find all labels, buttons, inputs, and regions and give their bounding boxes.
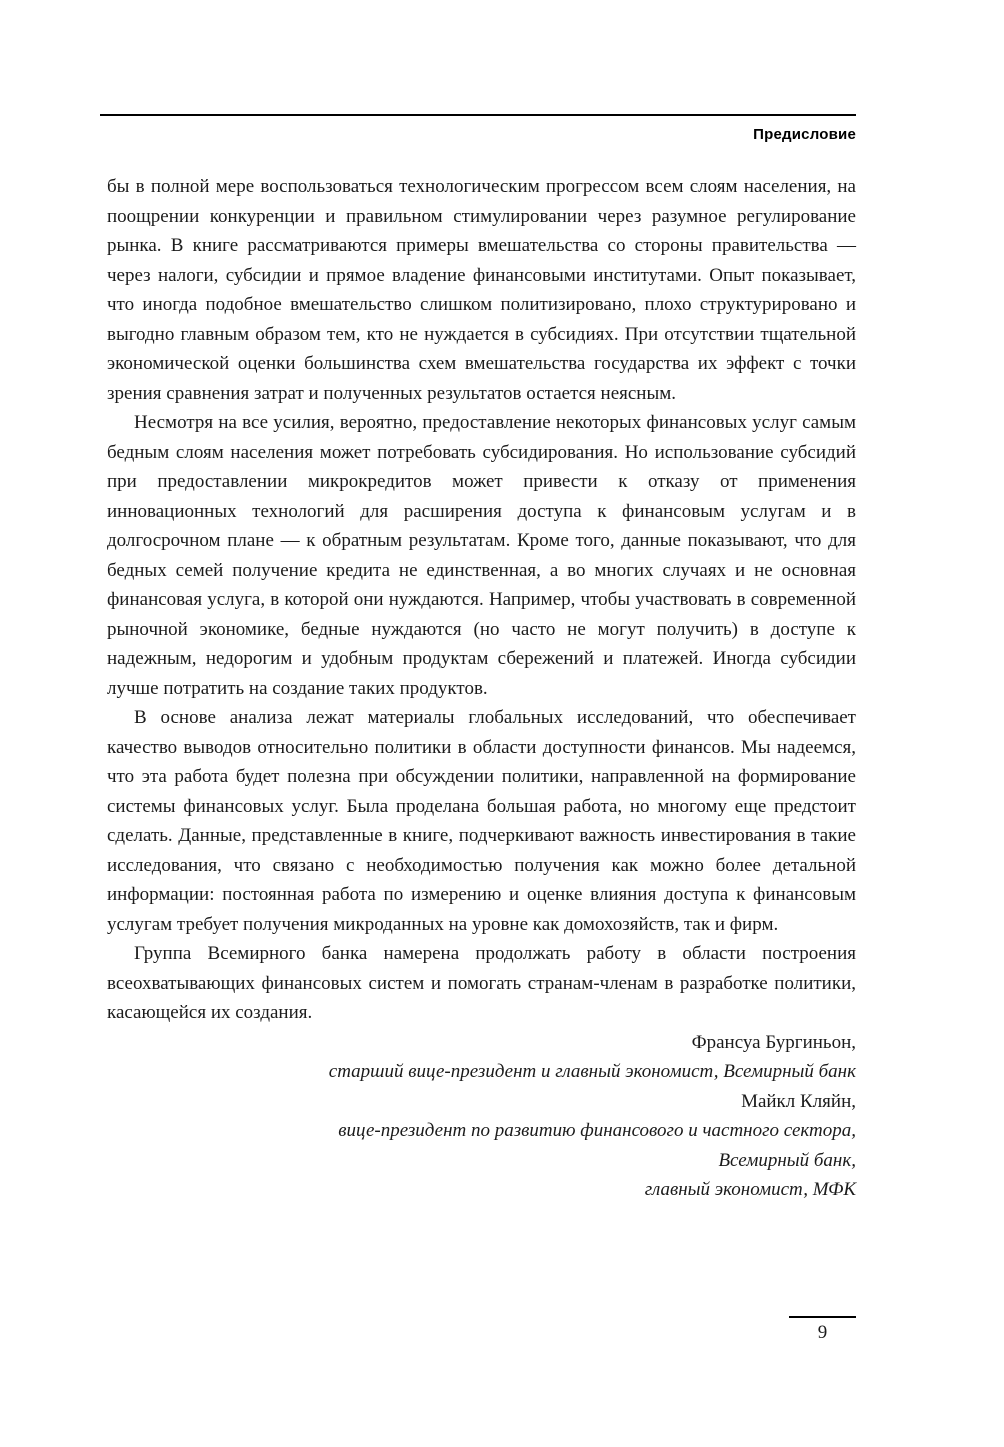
signature-name: Франсуа Бургиньон, xyxy=(691,1031,856,1053)
signature-name: Майкл Кляйн, xyxy=(741,1090,856,1112)
header-rule xyxy=(100,114,856,116)
signature-title: Всемирный банк, xyxy=(718,1149,856,1171)
signature-title: главный экономист, МФК xyxy=(644,1179,856,1200)
page-body xyxy=(107,172,856,1205)
footer-rule xyxy=(789,1316,856,1318)
signature-block xyxy=(107,1028,856,1205)
paragraph: Группа Всемирного банка намерена продолжать работу в области построения всеохватывающих финансовых систем и помогать странам-членам в разработке политики, касающейся их создания. xyxy=(107,943,856,1023)
paragraph: бы в полной мере воспользоваться технологическим прогрессом всем слоям населения, на поощрении конкуренции и правильном стимулировании через разумное регулирование рынка. В книге рассматриваются примеры вмешательства со стороны правительства — через налоги, субсидии и прямое владение финансовыми институтами. Опыт показывает, что иногда подобное вмешательство слишком политизировано, плохо структурировано и выгодно главным образом тем, кто не нуждается в субсидиях. При отсутствии тщательной экономической оценки большинства схем вмешательства государства их эффект с точки зрения сравнения затрат и полученных результатов остается неясным. xyxy=(107,176,856,404)
paragraph: В основе анализа лежат материалы глобальных исследований, что обеспечивает качество выводов относительно политики в области доступности финансов. Мы надеемся, что эта работа будет полезна при обсуждении политики, направленной на формирование системы финансовых услуг. Была проделана большая работа, но многому еще предстоит сделать. Данные, представленные в книге, подчеркивают важность инвестирования в такие исследования, что связано с необходимостью получения как можно более детальной информации: постоянная работа по измерению и оценке влияния доступа к финансовым услугам требует получения микроданных на уровне как домохозяйств, так и фирм. xyxy=(107,707,856,935)
paragraph: Несмотря на все усилия, вероятно, предоставление некоторых финансовых услуг самым бедным слоям населения может потребовать субсидирования. Но использование субсидий при предоставлении микрокредитов может привести к отказу от применения инновационных технологий для расширения доступа к финансовым услугам и в долгосрочном плане — к обратным результатам. Кроме того, данные показывают, что для бедных семей получение кредита не единственная, а во многих случаях и не основная финансовая услуга, в которой они нуждаются. Например, чтобы участвовать в современной рыночной экономике, бедные нуждаются (но часто не могут получить) в доступе к надежным, недорогим и удобным продуктам сбережений и платежей. Иногда субсидии лучше потратить на создание таких продуктов. xyxy=(107,412,856,699)
signature-title: старший вице-президент и главный экономист, Всемирный банк xyxy=(328,1061,856,1082)
signature-title: вице-президент по развитию финансового и частного сектора, xyxy=(338,1120,856,1141)
page-number: 9 xyxy=(817,1322,828,1343)
running-head: Предисловие xyxy=(753,126,856,143)
